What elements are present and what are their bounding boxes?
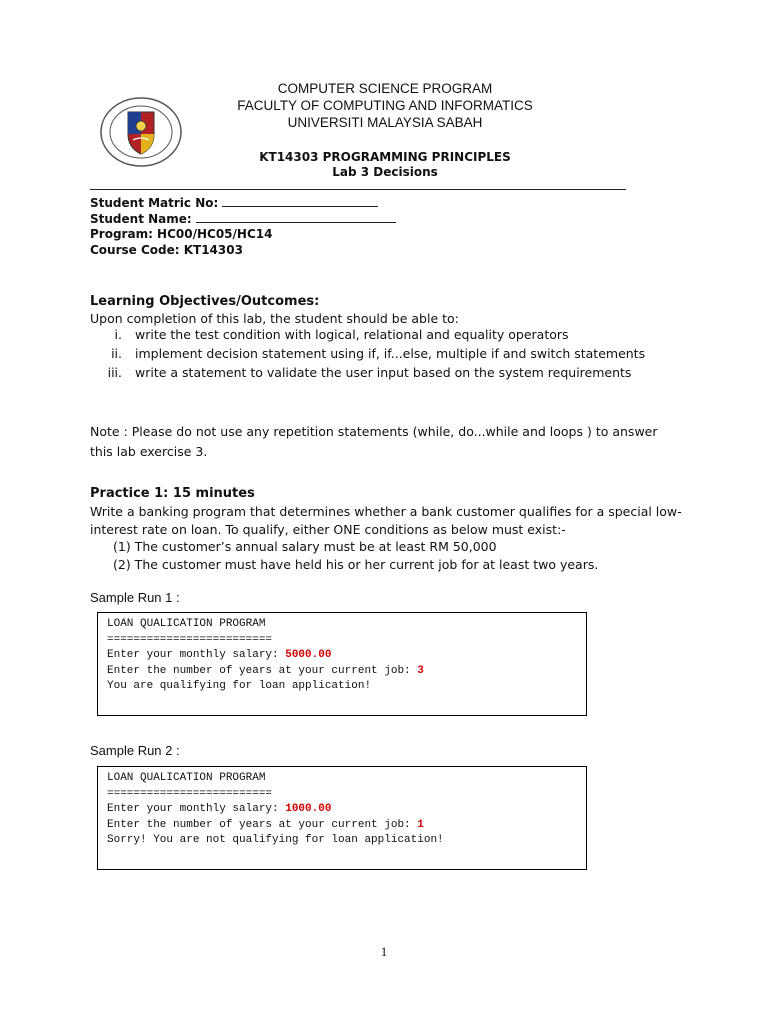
student-name-field: [90, 210, 396, 227]
practice-description: Write a banking program that determines whether a bank customer qualifies for a special low-interest rate on loan. To qualify, either ONE conditions as below must exist:-: [90, 504, 682, 537]
input-value: 3: [417, 664, 424, 677]
console-line: LOAN QUALICATION PROGRAM: [107, 618, 266, 630]
practice-heading: Practice 1: 15 minutes: [90, 486, 255, 501]
list-item: i. write the test condition with logical, relational and equality operators: [114, 327, 569, 342]
condition-2: (2) The customer must have held his or her current job for at least two years.: [113, 557, 599, 572]
input-value: 1000.00: [285, 803, 332, 815]
console-line: Enter your monthly salary: 5000.00: [107, 649, 332, 661]
objectives-list: [90, 326, 650, 383]
console-line: LOAN QUALICATION PROGRAM: [107, 772, 266, 784]
list-item: ii. implement decision statement using if, if...else, multiple if and switch statements: [111, 346, 646, 361]
faculty-title: FACULTY OF COMPUTING AND INFORMATICS: [237, 98, 533, 113]
objectives-intro: Upon completion of this lab, the student should be able to:: [90, 311, 459, 326]
student-matric-label: Student Matric No:: [90, 196, 219, 210]
objectives-heading: Learning Objectives/Outcomes:: [90, 294, 320, 309]
list-item: iii. write a statement to validate the user input based on the system requirements: [107, 365, 632, 380]
input-value: 1: [417, 818, 424, 831]
console-line: =========================: [107, 633, 273, 646]
console-line: Enter your monthly salary: 1000.00: [107, 803, 332, 815]
student-matric-blank: [222, 194, 378, 207]
lab-title: Lab 3 Decisions: [332, 165, 438, 179]
console-line: You are qualifying for loan application!: [107, 680, 372, 692]
input-value: 5000.00: [285, 649, 332, 661]
page-number: 1: [380, 944, 388, 959]
course-code-field: Course Code: KT14303: [90, 243, 243, 257]
course-title: KT14303 PROGRAMMING PRINCIPLES: [259, 150, 511, 164]
console-line: Enter the number of years at your current job: 3: [107, 664, 424, 677]
student-name-blank: [196, 210, 396, 223]
student-matric-field: [90, 194, 378, 211]
header-divider: [90, 189, 626, 190]
university-seal-icon: [98, 96, 184, 168]
university-title: UNIVERSITI MALAYSIA SABAH: [287, 115, 483, 130]
console-line: =========================: [107, 787, 273, 800]
sample-run-1-console: [97, 612, 587, 716]
note-text: Note : Please do not use any repetition statements (while, do...while and loops ) to answer this lab exercise 3.: [90, 424, 658, 459]
sample-run-2-label: Sample Run 2 :: [90, 743, 180, 758]
condition-1: (1) The customer’s annual salary must be at least RM 50,000: [113, 539, 497, 554]
program-field: Program: HC00/HC05/HC14: [90, 227, 273, 241]
console-line: Sorry! You are not qualifying for loan application!: [107, 834, 444, 846]
console-line: Enter the number of years at your current job: 1: [107, 818, 424, 831]
program-title: COMPUTER SCIENCE PROGRAM: [277, 81, 493, 96]
student-name-label: Student Name:: [90, 212, 192, 226]
sample-run-2-console: [97, 766, 587, 870]
sample-run-1-label: Sample Run 1 :: [90, 590, 180, 605]
